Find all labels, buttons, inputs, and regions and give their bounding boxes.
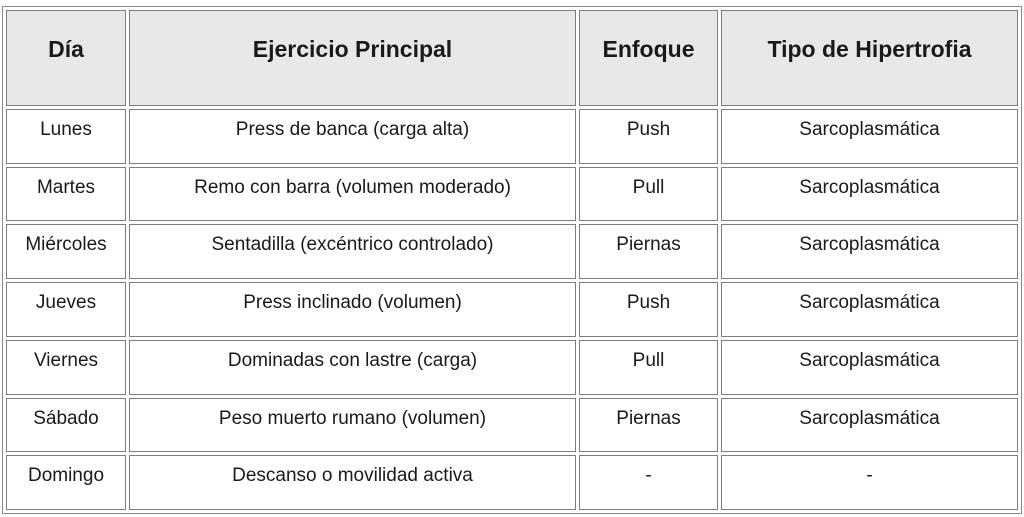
cell-tipo: - [721,455,1018,510]
cell-ejercicio: Press inclinado (volumen) [129,282,576,337]
cell-tipo: Sarcoplasmática [721,167,1018,222]
cell-enfoque: Pull [579,340,718,395]
cell-dia: Viernes [6,340,126,395]
cell-tipo: Sarcoplasmática [721,282,1018,337]
cell-ejercicio: Descanso o movilidad activa [129,455,576,510]
cell-enfoque: - [579,455,718,510]
cell-dia: Sábado [6,398,126,453]
table-header-row [6,10,1018,106]
cell-tipo: Sarcoplasmática [721,340,1018,395]
cell-enfoque: Pull [579,167,718,222]
cell-dia: Lunes [6,109,126,164]
table-row [6,455,1018,510]
cell-tipo: Sarcoplasmática [721,224,1018,279]
cell-dia: Jueves [6,282,126,337]
cell-tipo: Sarcoplasmática [721,109,1018,164]
header-ejercicio: Ejercicio Principal [129,10,576,106]
cell-dia: Miércoles [6,224,126,279]
table-row [6,282,1018,337]
table-row [6,340,1018,395]
header-dia: Día [6,10,126,106]
weekly-training-table [3,7,1021,513]
cell-enfoque: Push [579,109,718,164]
cell-ejercicio: Remo con barra (volumen moderado) [129,167,576,222]
cell-enfoque: Piernas [579,224,718,279]
table-row [6,167,1018,222]
table-row [6,398,1018,453]
schedule-table-container [2,6,1022,514]
table-row [6,224,1018,279]
cell-dia: Martes [6,167,126,222]
cell-tipo: Sarcoplasmática [721,398,1018,453]
cell-ejercicio: Peso muerto rumano (volumen) [129,398,576,453]
cell-enfoque: Push [579,282,718,337]
cell-dia: Domingo [6,455,126,510]
cell-enfoque: Piernas [579,398,718,453]
cell-ejercicio: Sentadilla (excéntrico controlado) [129,224,576,279]
cell-ejercicio: Press de banca (carga alta) [129,109,576,164]
header-enfoque: Enfoque [579,10,718,106]
header-tipo: Tipo de Hipertrofia [721,10,1018,106]
cell-ejercicio: Dominadas con lastre (carga) [129,340,576,395]
table-row [6,109,1018,164]
